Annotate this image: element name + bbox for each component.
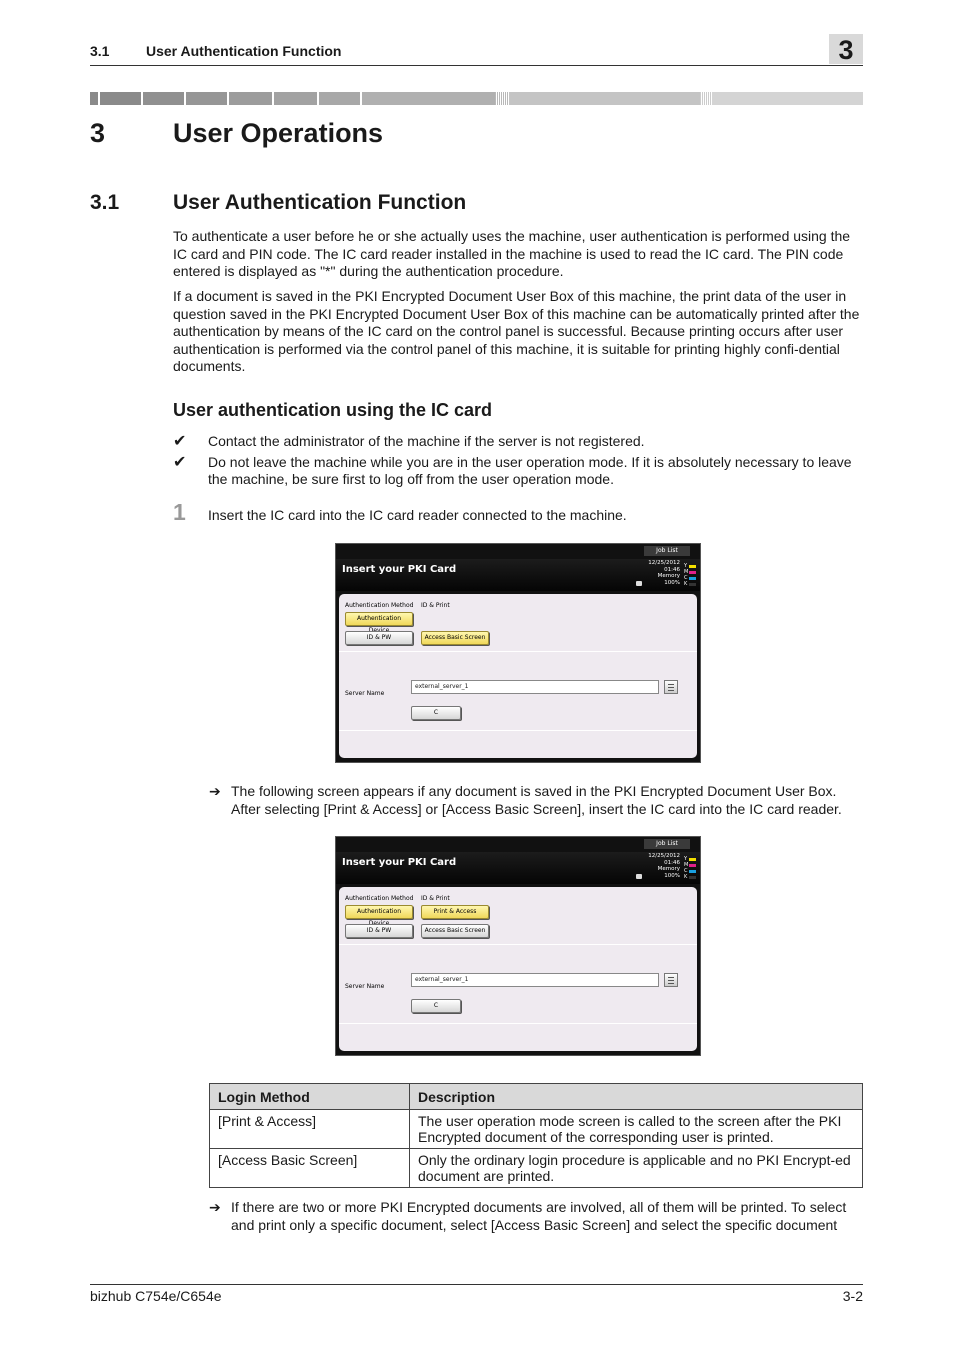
toner-letter: M [684,862,689,868]
table-row [210,1149,863,1188]
server-name-label: Server Name [345,983,385,990]
divider [339,651,697,652]
server-name-field[interactable]: external_server_1 [411,680,659,694]
id-pw-button[interactable]: ID & PW [345,924,413,938]
table-row [210,1110,863,1149]
check-mark-icon: ✔ [173,454,187,471]
screen-title: Insert your PKI Card [342,564,457,575]
section-title: User Authentication Function [173,191,467,214]
id-print-label: ID & Print [421,602,450,609]
screenshot-insert-pki-card-1 [335,543,701,763]
screen-body [339,887,697,1051]
authentication-device-button[interactable]: Authentication [345,612,413,626]
pki-paragraph: If a document is saved in the PKI Encrypted Document User Box of this machine, the print data of the user in question saved in the PKI Encrypted Document User Box of this machine can be automatically printed after the authentication by means of the IC card on the control panel is successful. Because printing occurs after user authentication is performed via the control panel of this machine, it is suitable for printing highly confi-dential documents. [173,288,860,374]
toner-levels [684,563,696,587]
table-cell-description: The user operation mode screen is called to the screen after the PKI Encrypted document of the corresponding user is printed. [410,1110,863,1149]
toner-letter: K [684,874,688,880]
step-text: Insert the IC card into the IC card reader connected to the machine. [208,507,627,523]
chapter-title: User Operations [173,118,384,148]
table-header-row [210,1084,863,1110]
table-cell-description: Only the ordinary login procedure is applicable and no PKI Encrypt-ed document are printed. [410,1149,863,1188]
toner-levels [684,856,696,880]
running-head [90,35,863,66]
toner-bar [689,571,696,574]
divider [339,1023,697,1024]
chapter-number: 3 [90,118,106,148]
toner-bar [689,577,696,580]
job-list-button[interactable]: Job List [644,839,690,849]
section-number: 3.1 [90,191,120,214]
lock-icon [636,581,642,586]
status-memory-label: Memory [657,866,680,872]
toner-bar [689,583,696,586]
status-date: 12/25/2012 [648,560,680,566]
status-memory-label: Memory [657,573,680,579]
footer-product-name: bizhub C754e/C654e [90,1288,222,1304]
status-readout [648,560,680,586]
status-readout [648,853,680,879]
column-header-description: Description [410,1084,863,1110]
status-memory-value: 100% [664,579,680,586]
running-head-section-title: User Authentication Function [146,43,342,59]
step-number: 1 [173,499,186,525]
clear-button[interactable]: C [411,706,461,720]
screenshot-insert-pki-card-2 [335,836,701,1056]
table-cell-method: [Print & Access] [210,1110,410,1149]
list-icon[interactable] [664,973,678,987]
server-name-field[interactable]: external_server_1 [411,973,659,987]
divider [339,730,697,731]
arrow-right-icon: ➔ [209,1199,221,1215]
toner-letter: C [684,575,688,581]
toner-letter: Y [684,856,688,862]
access-basic-screen-button[interactable]: Access Basic Screen [421,924,489,938]
print-access-button[interactable]: Print & Access [421,905,489,919]
arrow-note-text: The following screen appears if any document is saved in the PKI Encrypted Document User Box. After selecting [Print & Access] or [Access Basic Screen], insert the IC card into the IC card reader. [231,783,842,817]
list-icon[interactable] [664,680,678,694]
toner-letter: Y [684,563,688,569]
job-list-button[interactable]: Job List [644,546,690,556]
subheading: User authentication using the IC card [173,400,493,420]
decorative-bar [90,92,863,105]
running-head-section-number: 3.1 [90,43,110,59]
arrow-note-text: If there are two or more PKI Encrypted documents are involved, all of them will be printed. To select and print only a specific document, select [Access Basic Screen] and select the specific document [231,1199,847,1233]
authentication-device-button[interactable]: Authentication [345,905,413,919]
screen-title: Insert your PKI Card [342,857,457,868]
auth-method-label: Authentication Method [345,602,414,609]
arrow-right-icon: ➔ [209,783,221,799]
server-name-label: Server Name [345,690,385,697]
chapter-badge: 3 [829,34,863,64]
toner-bar [689,876,696,879]
divider [339,944,697,945]
screen-header [336,852,700,884]
toner-letter: K [684,581,688,587]
status-date: 12/25/2012 [648,853,680,859]
access-basic-screen-button[interactable]: Access Basic Screen [421,631,489,645]
id-print-label: ID & Print [421,895,450,902]
auth-method-label: Authentication Method [345,895,414,902]
column-header-login-method: Login Method [210,1084,410,1110]
id-pw-button[interactable]: ID & PW [345,631,413,645]
check-mark-icon: ✔ [173,433,187,450]
toner-bar [689,565,696,568]
check-item-text: Contact the administrator of the machine if the server is not registered. [208,433,645,449]
toner-letter: M [684,569,689,575]
status-time: 01:46 [664,566,680,573]
intro-paragraph: To authenticate a user before he or she actually uses the machine, user authentication is performed using the IC card and PIN code. The IC card reader installed in the machine is used to read the IC card. The PIN code entered is displayed as "*" during the authentication procedure. [173,228,851,279]
clear-button[interactable]: C [411,999,461,1013]
table-cell-method: [Access Basic Screen] [210,1149,410,1188]
toner-letter: C [684,868,688,874]
check-item-text: Do not leave the machine while you are in the user operation mode. If it is absolutely necessary to leave the machine, be sure first to log off from the user operation mode. [208,454,852,487]
status-time: 01:46 [664,859,680,866]
screen-header [336,559,700,591]
lock-icon [636,874,642,879]
toner-bar [689,864,696,867]
toner-bar [689,870,696,873]
status-memory-value: 100% [664,872,680,879]
login-method-table [209,1083,863,1188]
screen-body [339,594,697,758]
page-footer [90,1284,863,1304]
toner-bar [689,858,696,861]
footer-page-number: 3-2 [842,1288,863,1304]
